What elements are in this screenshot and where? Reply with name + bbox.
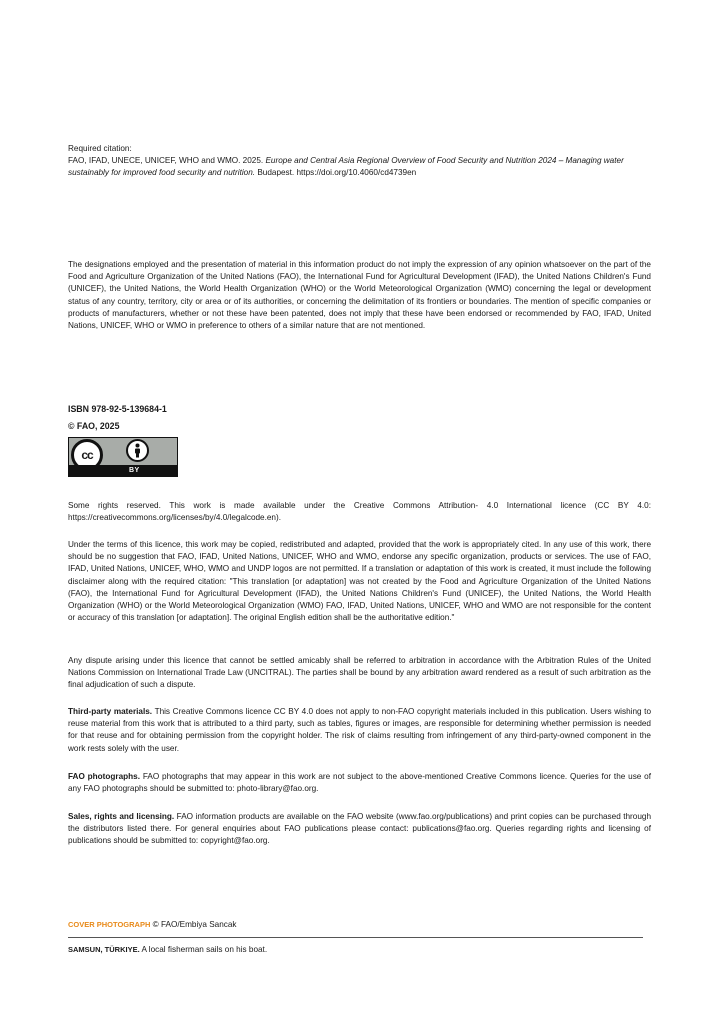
sales-paragraph [68,811,651,848]
citation-authors: FAO, IFAD, UNECE, UNICEF, WHO and WMO. 2025. [68,156,264,166]
attribution-person-icon [126,439,149,462]
cover-photo-label: COVER PHOTOGRAPH [68,920,151,929]
cover-photo-credit: © FAO/Embiya Sancak [152,920,237,929]
citation-block [68,143,651,180]
third-party-text: This Creative Commons licence CC BY 4.0 does not apply to non-FAO copyright materials included in this publication. Users wishing to reuse material from this work that is attributed to a third party, such as tables, figures or images, are responsible for determining whether permission is needed for that reuse and for obtaining permission from the copyright holder. The risk of claims resulting from infringement of any third-party-owned component in the work rests solely with the user. [68,707,652,753]
photos-heading: FAO photographs. [68,772,140,781]
disclaimer-paragraph: The designations employed and the presentation of material in this information product do not imply the expression of any opinion whatsoever on the part of the Food and Agriculture Organization of the United Nations (FAO), the International Fund for Agricultural Development (IFAD), the United Nations Children's Fund (UNICEF), the United Nations, the World Health Organization (WHO) or the World Meteorological Organization (WMO) concerning the legal or development status of any country, territory, city or area or of its authorities, or concerning the delimitation of its frontiers or boundaries. The mention of specific companies or products of manufacturers, whether or not these have been patented, does not imply that these have been endorsed or recommended by FAO, IFAD, United Nations, UNICEF, WHO or WMO in preference to others of a similar nature that are not mentioned. [68,260,651,331]
citation-title: Europe and Central Asia Regional Overview of Food Security and Nutrition 2024 – Managing water sustainably for improved food security and nutrition. [68,156,624,178]
divider [68,937,643,938]
by-bar [69,465,177,476]
citation-label: Required citation: [68,144,132,153]
sales-text: FAO information products are available on the FAO website (www.fao.org/publications) and print copies can be purchased through the distributors listed there. For general enquiries about FAO publications please contact: publications@fao.org. Queries regarding rights and licensing of publications should be submitted to: copyright@fao.org. [68,812,652,846]
copyright: © FAO, 2025 [68,421,120,431]
by-label: BY [129,467,140,474]
cover-caption-text: A local fisherman sails on his boat. [141,945,268,954]
cc-icon-label: cc [81,448,93,462]
terms-paragraph: Under the terms of this licence, this work may be copied, redistributed and adapted, provided that the work is appropriately cited. In any use of this work, there should be no suggestion that FAO, IFAD, United Nations, UNICEF, WHO and WMO, endorse any specific organization, products or services. The use of FAO, IFAD, United Nations, UNICEF, WHO, WMO and UNDP logos are not permitted. If a translation or adaptation of this work is created, it must include the following disclaimer along with the required citation: "This translation [or adaptation] was not created by the Food and Agriculture Organization of the United Nations (FAO), the International Fund for Agricultural Development (IFAD), the United Nations Children's Fund (UNICEF), the United Nations, the World Health Organization (WHO) or the World Meteorological Organization (WMO) FAO, IFAD, United Nations, UNICEF, WHO and WMO are not responsible for the content or accuracy of this translation [or adaptation]. The original English edition shall be the authoritative edition." [68,540,651,623]
cc-by-license-badge[interactable] [68,437,178,477]
photos-text: FAO photographs that may appear in this work are not subject to the above-mentioned Creative Commons licence. Queries for the use of any FAO photographs should be submitted to: photo-library@fao.org. [68,772,651,794]
third-party-heading: Third-party materials. [68,707,153,716]
dispute-paragraph: Any dispute arising under this licence that cannot be settled amicably shall be referred to arbitration in accordance with the Arbitration Rules of the United Nations Commission on International Trade Law (UNCITRAL). The parties shall be bound by any arbitration award rendered as a result of such arbitration as the final adjudication of such a dispute. [68,656,651,690]
citation-doi[interactable]: Budapest. https://doi.org/10.4060/cd4739en [257,168,417,178]
cover-credit [68,919,651,931]
isbn: ISBN 978-92-5-139684-1 [68,404,167,414]
sales-heading: Sales, rights and licensing. [68,812,175,821]
cover-caption [68,944,651,956]
third-party-paragraph [68,706,651,755]
photos-paragraph [68,771,651,795]
cover-location: SAMSUN, TÜRKIYE. [68,945,140,954]
citation-text [68,155,651,179]
rights-paragraph: Some rights reserved. This work is made available under the Creative Commons Attribution- 4.0 International licence (CC BY 4.0: https://creativecommons.org/licenses/by/4.0/legalcode.en). [68,501,651,523]
